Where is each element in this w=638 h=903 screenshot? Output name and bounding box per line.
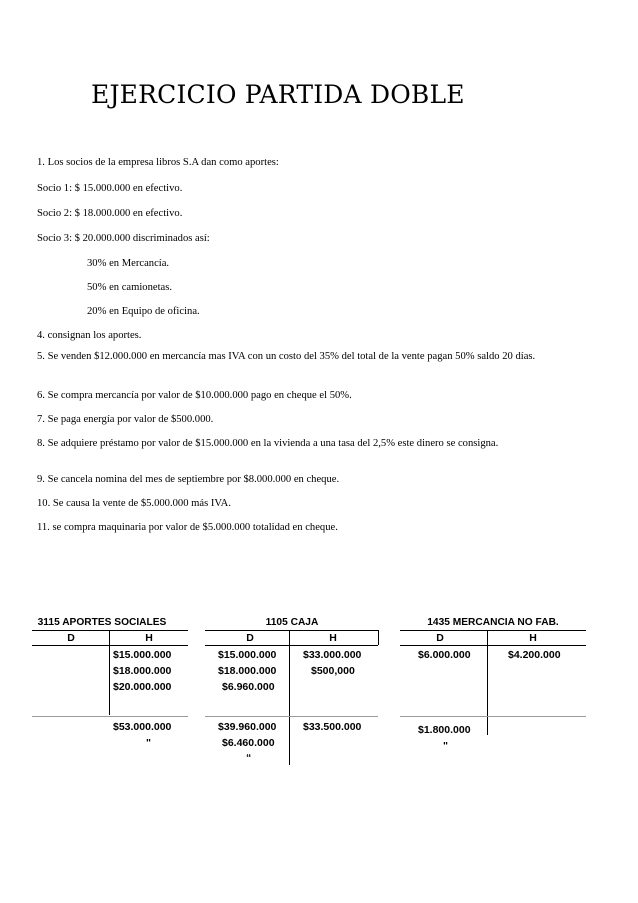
debit-total: $39.960.000 (218, 721, 277, 733)
credit-header: H (329, 632, 337, 644)
account-top-rule (32, 630, 188, 631)
account-header-rule (205, 645, 378, 646)
credit-entry: $20.000.000 (113, 681, 172, 693)
account-top-rule (205, 630, 378, 631)
debit-entry: $18.000.000 (218, 665, 277, 677)
account-title: 1105 CAJA (265, 617, 319, 628)
debit-total-ditto: “ (246, 752, 252, 764)
account-header-rule (400, 645, 586, 646)
credit-entry: $18.000.000 (113, 665, 172, 677)
debit-header: D (67, 632, 75, 644)
statement-8: 8. Se adquiere préstamo por valor de $15.000.000 en la vivienda a una tasa del 2,5% este dinero se consigna. (37, 438, 499, 449)
credit-total: $33.500.000 (303, 721, 362, 733)
credit-entry: $15.000.000 (113, 649, 172, 661)
statement-socio-1: Socio 1: $ 15.000.000 en efectivo. (37, 183, 183, 194)
debit-total: $1.800.000 (418, 724, 471, 736)
statement-9: 9. Se cancela nomina del mes de septiembre por $8.000.000 en cheque. (37, 474, 340, 485)
statement-camionetas: 50% en camionetas. (87, 282, 173, 293)
debit-total-balance: $6.460.000 (222, 737, 275, 749)
credit-total-ditto: " (146, 737, 151, 749)
credit-entry: $4.200.000 (508, 649, 561, 661)
debit-entry: $6.000.000 (418, 649, 471, 661)
page-title: EJERCICIO PARTIDA DOBLE (91, 80, 465, 109)
statement-equipo: 20% en Equipo de oficina. (87, 306, 200, 317)
account-header-rule (32, 645, 188, 646)
statement-socio-2: Socio 2: $ 18.000.000 en efectivo. (37, 208, 183, 219)
statement-7: 7. Se paga energía por valor de $500.000. (37, 414, 214, 425)
credit-header: H (529, 632, 537, 644)
debit-header: D (246, 632, 254, 644)
statement-5: 5. Se venden $12.000.000 en mercancía mas IVA con un costo del 35% del total de la vente pagan 50% saldo 20 días. (37, 351, 536, 362)
statement-10: 10. Se causa la vente de $5.000.000 más IVA. (37, 498, 231, 509)
account-right-edge (378, 630, 379, 645)
statement-1: 1. Los socios de la empresa libros S.A dan como aportes: (37, 157, 279, 168)
account-divider (109, 630, 110, 715)
credit-entry: $500,000 (311, 665, 355, 677)
statement-4: 4. consignan los aportes. (37, 330, 142, 341)
account-total-rule (205, 716, 378, 717)
account-total-rule (32, 716, 188, 717)
statement-11: 11. se compra maquinaria por valor de $5.000.000 totalidad en cheque. (37, 522, 338, 533)
credit-entry: $33.000.000 (303, 649, 362, 661)
debit-entry: $6.960.000 (222, 681, 275, 693)
account-divider (289, 630, 290, 765)
credit-total: $53.000.000 (113, 721, 172, 733)
account-divider (487, 630, 488, 735)
debit-total-ditto: " (443, 740, 448, 752)
credit-header: H (145, 632, 153, 644)
account-title: 3115 APORTES SOCIALES (37, 617, 167, 628)
account-total-rule (400, 716, 586, 717)
debit-header: D (436, 632, 444, 644)
statement-6: 6. Se compra mercancía por valor de $10.000.000 pago en cheque el 50%. (37, 390, 352, 401)
debit-entry: $15.000.000 (218, 649, 277, 661)
account-title: 1435 MERCANCIA NO FAB. (427, 617, 559, 628)
account-top-rule (400, 630, 586, 631)
statement-socio-3: Socio 3: $ 20.000.000 discriminados así: (37, 233, 210, 244)
statement-mercancia: 30% en Mercancía. (87, 258, 170, 269)
